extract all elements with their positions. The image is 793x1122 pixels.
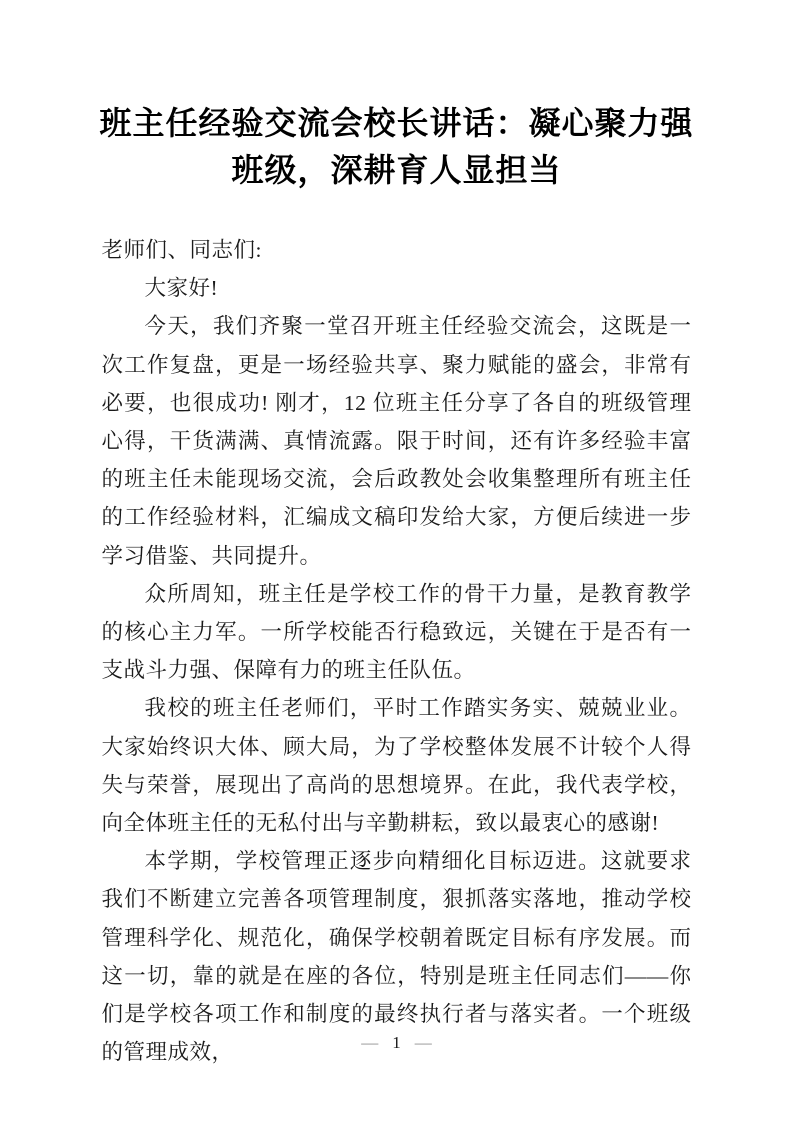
footer-dash-left: — — [361, 1033, 379, 1052]
footer-dash-right: — — [414, 1033, 432, 1052]
title-line-2: 班级，深耕育人显担当 — [231, 152, 562, 188]
paragraph: 我校的班主任老师们，平时工作踏实务实、兢兢业业。大家始终识大体、顾大局，为了学校整体发展不计较个人得失与荣誉，展现出了高尚的思想境界。在此，我代表学校，向全体班主任的无私付出与辛勤耕耘，致以最衷心的感谢! — [101, 696, 692, 836]
page-number: 1 — [392, 1033, 401, 1052]
paragraph: 本学期，学校管理正逐步向精细化目标迈进。这就要求我们不断建立完善各项管理制度，狠抓落实落地，推动学校管理科学化、规范化，确保学校朝着既定目标有序发展。而这一切，靠的就是在座的各位，特别是班主任同志们——你们是学校各项工作和制度的最终执行者与落实者。一个班级的管理成效， — [101, 849, 692, 1065]
paragraph: 老师们、同志们: — [101, 238, 262, 262]
paragraph: 众所周知，班主任是学校工作的骨干力量，是教育教学的核心主力军。一所学校能否行稳致远，关键在于是否有一支战斗力强、保障有力的班主任队伍。 — [101, 581, 692, 683]
paragraph: 今天，我们齐聚一堂召开班主任经验交流会，这既是一次工作复盘，更是一场经验共享、聚力赋能的盛会，非常有必要，也很成功! 刚才，12 位班主任分享了各自的班级管理心得，干货满满、真情流露。限于时间，还有许多经验丰富的班主任未能现场交流，会后政教处会收集整理所有班主任的工作经验材料，汇编成文稿印发给大家，方便后续进一步学习借鉴、共同提升。 — [101, 314, 692, 568]
document-title — [0, 0, 793, 194]
title-line-1: 班主任经验交流会校长讲话：凝心聚力强 — [99, 105, 694, 141]
document-body — [102, 231, 692, 1071]
page-footer — [0, 1031, 793, 1055]
paragraph: 大家好! — [144, 276, 219, 301]
